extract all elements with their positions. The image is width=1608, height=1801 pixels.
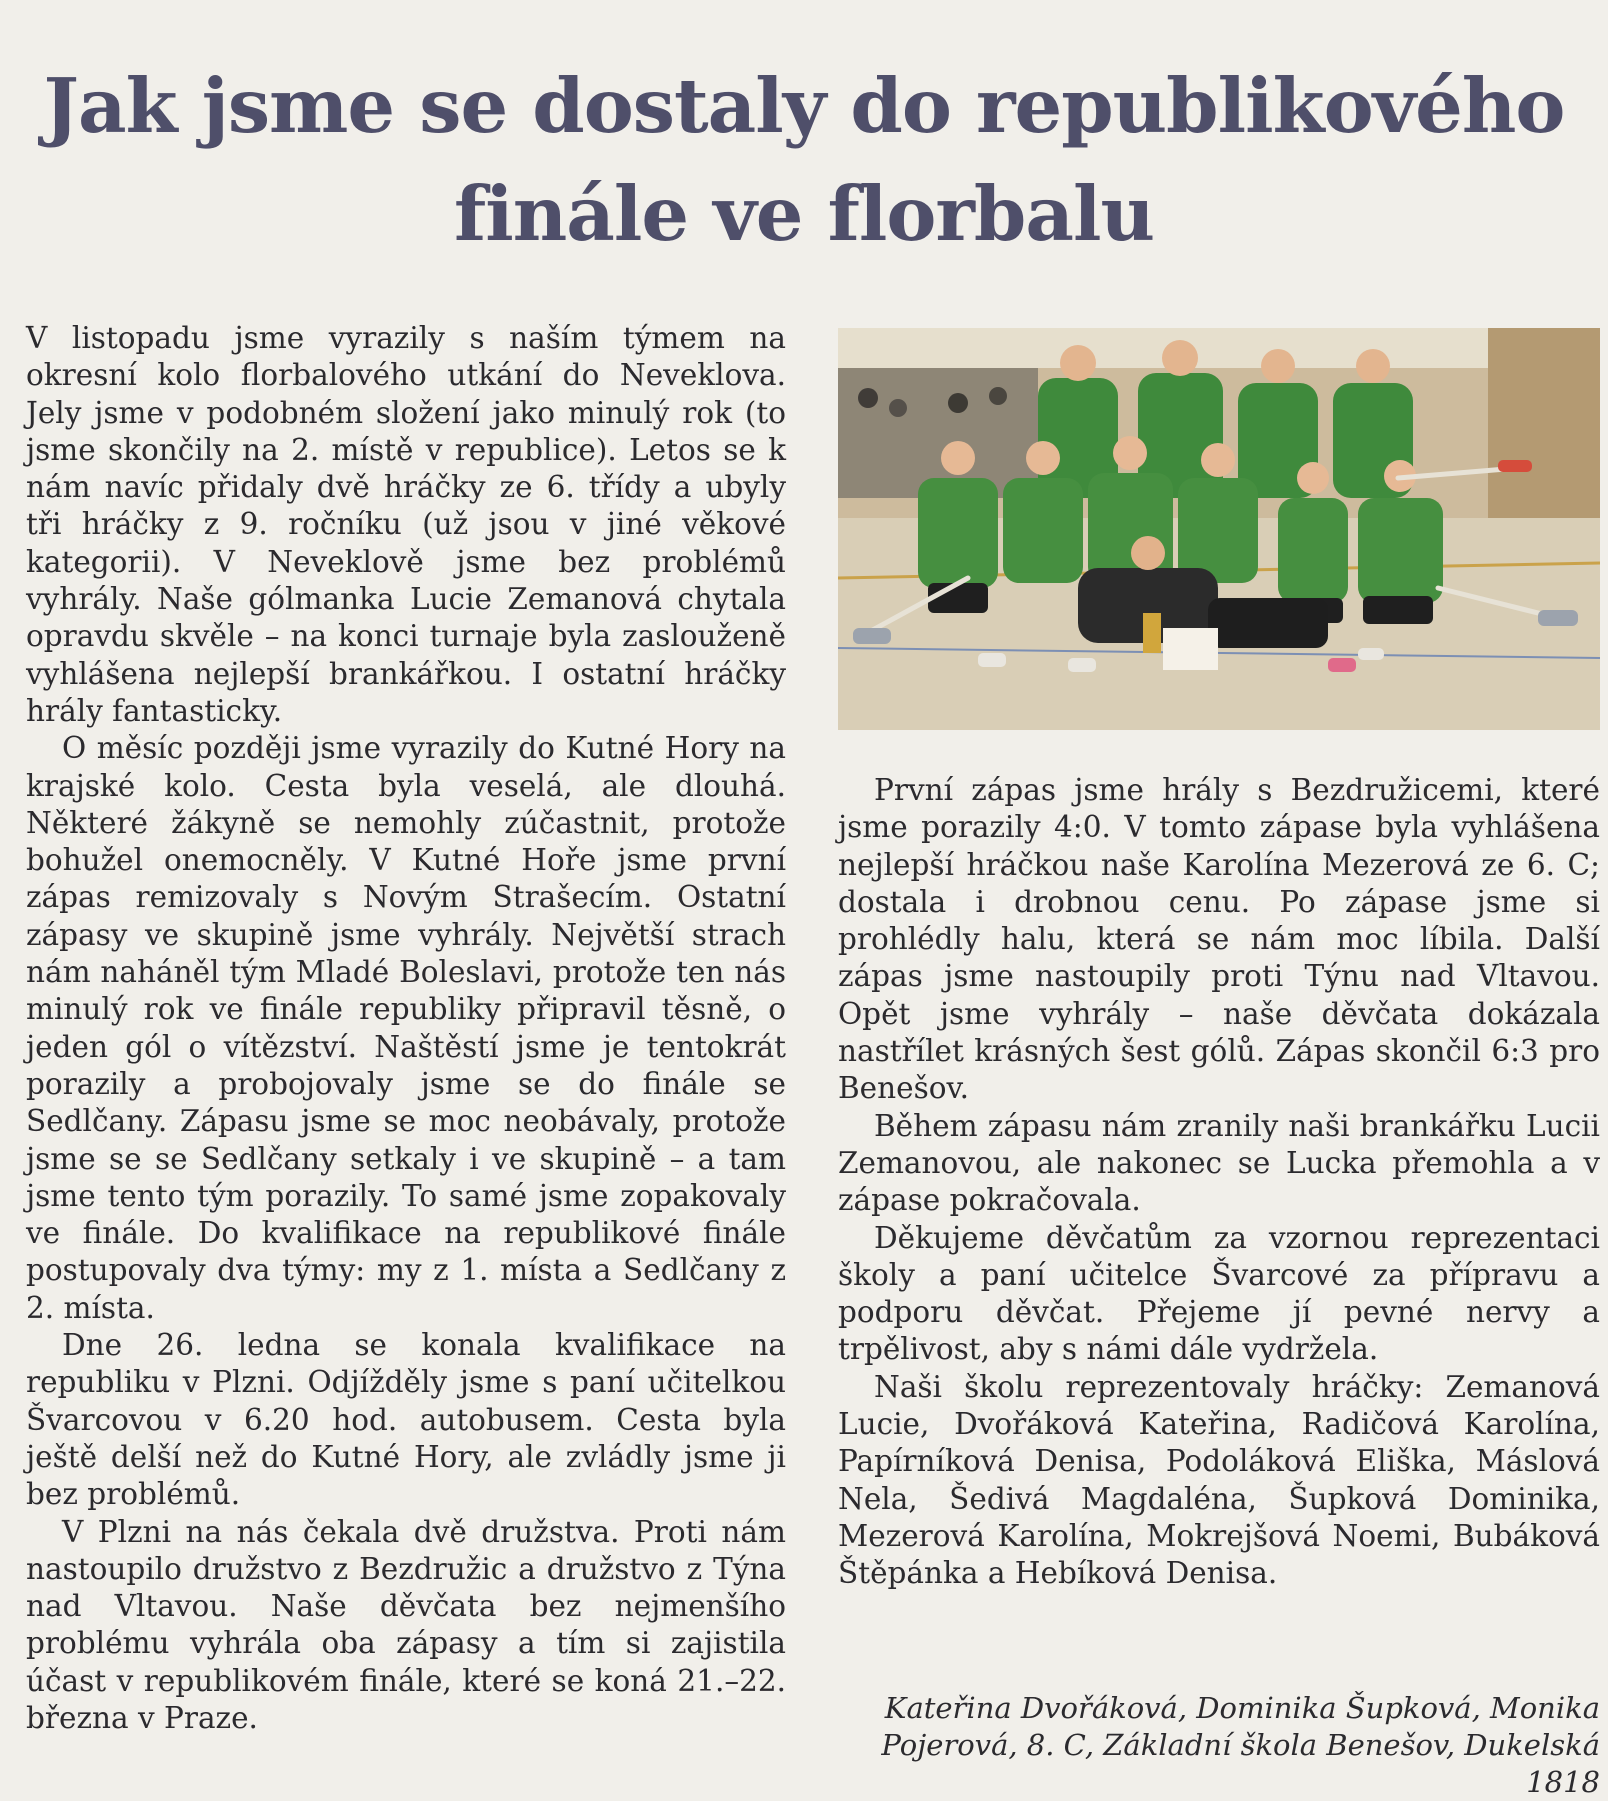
paragraph: První zápas jsme hrály s Bezdružicemi, které jsme porazily 4:0. V tomto zápase byla vyhlášena nejlepší hráčkou naše Karolína Mezerová ze 6. C; dostala i drobnou cenu. Po zápase jsme si prohlédly halu, která se nám moc líbila. Další zápas jsme nastoupily proti Týnu nad Vltavou. Opět jsme vyhrály – naše děvčata dokázala nastřílet krásných šest gólů. Zápas skončil 6:3 pro Benešov. bbox=[838, 773, 1600, 1106]
left-column bbox=[26, 320, 786, 1737]
headline-line-1: Jak jsme se dostaly do republikového bbox=[43, 62, 1565, 150]
paragraph: Během zápasu nám zranily naši brankářku Lucii Zemanovou, ale nakonec se Lucka přemohla a v zápase pokračovala. bbox=[838, 1108, 1600, 1218]
paragraph: Naši školu reprezentovaly hráčky: Zemanová Lucie, Dvořáková Kateřina, Radičová Karolína, Papírníková Denisa, Podoláková Eliška, Máslová Nela, Šedivá Magdaléna, Šupková Dominika, Mezerová Karolína, Mokrejšová Noemi, Bubáková Štěpánka a Hebíková Denisa. bbox=[838, 1369, 1600, 1591]
paragraph: Dne 26. ledna se konala kvalifikace na republiku v Plzni. Odjížděly jsme s paní učitelkou Švarcovou v 6.20 hod. autobusem. Cesta byla ještě delší než do Kutné Hory, ale zvládly jsme ji bez problémů. bbox=[26, 1328, 786, 1512]
headline-line-2: finále ve florbalu bbox=[454, 170, 1154, 258]
byline bbox=[838, 1690, 1600, 1801]
paragraph: Děkujeme děvčatům za vzornou reprezentaci školy a paní učitelce Švarcové za přípravu a podporu děvčat. Přejeme jí pevné nervy a trpělivost, aby s námi dále vydržela. bbox=[838, 1220, 1600, 1367]
paragraph: V listopadu jsme vyrazily s naším týmem na okresní kolo florbalového utkání do Neveklova. Jely jsme v podobném složení jako minulý rok (to jsme skončily na 2. místě v republice). Letos se k nám navíc přidaly dvě hráčky ze 6. třídy a ubyly tři hráčky z 9. ročníku (už jsou v jiné věkové kategorii). V Neveklově jsme bez problémů vyhrály. Naše gólmanka Lucie Zemanová chytala opravdu skvěle – na konci turnaje byla zaslouženě vyhlášena nejlepší brankářkou. I ostatní hráčky hrály fantasticky. bbox=[26, 321, 786, 728]
byline-line-2: Pojerová, 8. C, Základní škola Benešov, Dukelská 1818 bbox=[881, 1728, 1600, 1799]
team-photo bbox=[838, 328, 1600, 730]
team-photo-illustration bbox=[838, 328, 1600, 730]
right-column bbox=[838, 772, 1600, 1593]
article-headline bbox=[0, 52, 1608, 268]
paragraph: V Plzni na nás čekala dvě družstva. Proti nám nastoupilo družstvo z Bezdružic a družstvo z Týna nad Vltavou. Naše děvčata bez nejmenšího problému vyhrála oba zápasy a tím si zajistila účast v republikovém finále, které se koná 21.–22. března v Praze. bbox=[26, 1514, 786, 1735]
byline-line-1: Kateřina Dvořáková, Dominika Šupková, Monika bbox=[884, 1691, 1600, 1725]
paragraph: O měsíc později jsme vyrazily do Kutné Hory na krajské kolo. Cesta byla veselá, ale dlouhá. Některé žákyně se nemohly zúčastnit, protože bohužel onemocněly. V Kutné Hoře jsme první zápas remizovaly s Novým Strašecím. Ostatní zápasy ve skupině jsme vyhrály. Největší strach nám naháněl tým Mladé Boleslavi, protože ten nás minulý rok ve finále republiky připravil těsně, o jeden gól o vítězství. Naštěstí jsme je tentokrát porazily a probojovaly jsme se do finále se Sedlčany. Zápasu jsme se moc neobávaly, protože jsme se se Sedlčany setkaly i ve skupině – a tam jsme tento tým porazily. To samé jsme zopakovaly ve finále. Do kvalifikace na republikové finále postupovaly dva týmy: my z 1. místa a Sedlčany z 2. místa. bbox=[26, 731, 786, 1325]
